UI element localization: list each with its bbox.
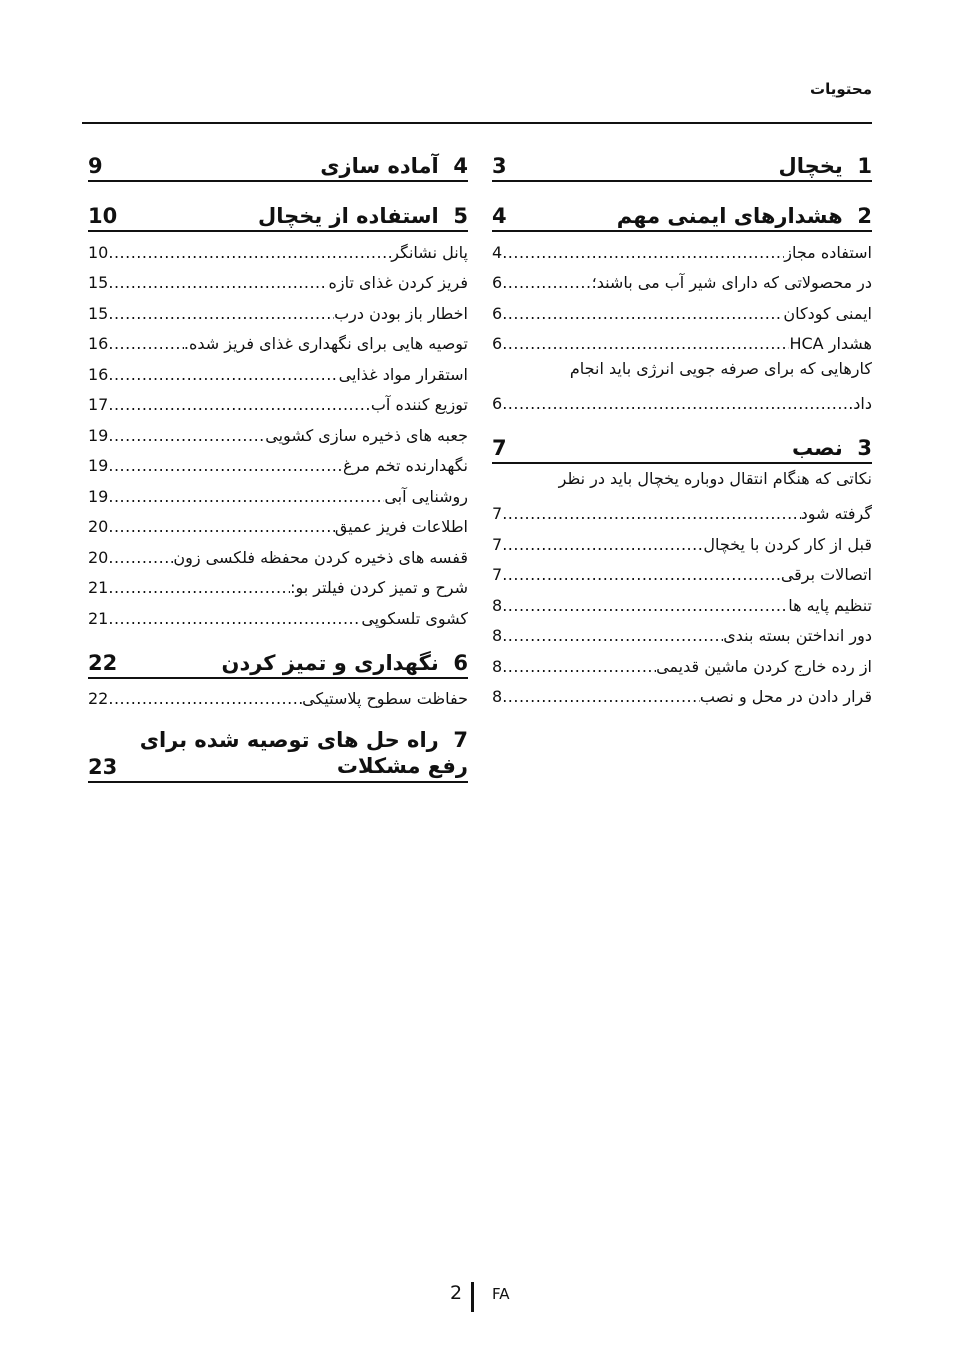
section-title-text: هشدارهای ایمنی مهم: [616, 204, 843, 228]
section-number: 6: [453, 650, 468, 675]
entry-text: در محصولاتی که دارای شیر آب می باشند؛: [591, 273, 872, 292]
toc-entry[interactable]: [88, 385, 468, 416]
toc-section-heading[interactable]: [492, 196, 872, 232]
entry-text: اطلاعات فریز عمیق: [334, 517, 468, 536]
section-title-text: آماده سازی: [320, 154, 439, 178]
section-page-number: 9: [88, 154, 103, 178]
toc-section-heading[interactable]: [88, 196, 468, 232]
section-spacer: [88, 783, 468, 791]
entry-page-number: 8: [492, 595, 503, 615]
toc-section-heading[interactable]: [88, 723, 468, 783]
entry-text: اتصالات برقی: [780, 565, 872, 584]
toc-entry[interactable]: [492, 232, 872, 263]
entry-text: توصیه هایی برای نگهداری غذای فریز شده.: [183, 334, 468, 353]
entry-text: گرفته شود: [800, 504, 872, 523]
dot-leader: [108, 487, 384, 507]
section-page-number: 23: [88, 755, 118, 779]
toc-entry[interactable]: [88, 568, 468, 599]
entry-page-number: 22: [88, 689, 109, 708]
toc-entry[interactable]: [492, 293, 872, 324]
entry-page-number: 4: [492, 242, 503, 262]
section-spacer: [88, 182, 468, 190]
page-footer: [0, 1282, 954, 1312]
section-number: 2: [857, 204, 872, 228]
toc-entry[interactable]: [492, 464, 872, 524]
entry-text-line1: نکاتی که هنگام انتقال دوباره یخچال باید در نظر: [558, 469, 872, 488]
entry-page-number: 21: [88, 608, 109, 628]
dot-leader: [108, 243, 391, 263]
entry-page-number: 6: [492, 334, 503, 353]
entry-page-number: 10: [88, 242, 109, 262]
toc-section-heading[interactable]: [88, 146, 468, 182]
entry-text: استقرار مواد غذایی: [338, 364, 468, 384]
dot-leader: [108, 578, 290, 598]
entry-text: قبل از کار کردن با یخچال: [703, 534, 872, 554]
section-number: 5: [453, 204, 468, 228]
entry-text: از رده خارج کردن ماشین قدیمی: [656, 656, 872, 676]
toc-entry[interactable]: [88, 476, 468, 507]
dot-leader: [502, 273, 591, 293]
dot-leader: [502, 626, 723, 646]
toc-entry[interactable]: [88, 293, 468, 324]
section-title-text: یخچال: [778, 154, 843, 178]
header-title: محتویات: [810, 80, 872, 98]
entry-text: استفاده مجاز: [784, 242, 872, 262]
toc-entry[interactable]: [492, 555, 872, 586]
dot-leader: [108, 517, 335, 537]
entry-page-number: 6: [492, 394, 503, 413]
entry-text: قرار دادن در محل و نصب: [699, 687, 872, 706]
dot-leader: [502, 657, 656, 677]
dot-leader: [108, 689, 302, 709]
section-number: 4: [453, 154, 468, 178]
toc-entry[interactable]: [88, 263, 468, 294]
toc-entry[interactable]: [492, 677, 872, 708]
entry-line2: [492, 384, 872, 414]
entry-text: روشنایی آبی: [384, 486, 468, 506]
dot-leader: [108, 548, 173, 568]
entry-page-number: 20: [88, 517, 109, 536]
entry-page-number: 8: [492, 687, 503, 706]
toc-entry[interactable]: [88, 598, 468, 629]
section-title: [792, 436, 872, 460]
entry-page-number: 19: [88, 456, 109, 475]
toc-entry[interactable]: [492, 585, 872, 616]
entry-page-number: 7: [492, 504, 503, 523]
section-number: 7: [453, 728, 468, 752]
toc-column-left: [88, 140, 468, 791]
dot-leader: [108, 456, 343, 476]
footer-divider: [471, 1282, 474, 1312]
dot-leader: [502, 535, 703, 555]
section-page-number: 10: [88, 204, 118, 228]
section-page-number: 3: [492, 154, 507, 178]
entry-page-number: 6: [492, 273, 503, 292]
entry-text: هشدار HCA: [789, 334, 872, 353]
section-title: [258, 204, 468, 228]
dot-leader: [502, 334, 789, 354]
entry-page-number: 17: [88, 395, 109, 414]
entry-text: کشوی تلسکوپی: [361, 608, 468, 628]
dot-leader: [108, 365, 338, 385]
entry-text: اخطار باز بودن درب: [334, 303, 468, 323]
entry-text: ایمنی کودکان: [783, 303, 872, 323]
entry-page-number: 15: [88, 303, 109, 323]
dot-leader: [502, 504, 800, 524]
section-number: 3: [857, 436, 872, 460]
dot-leader: [108, 273, 328, 293]
section-page-number: 7: [492, 436, 507, 460]
entry-page-number: 20: [88, 547, 109, 567]
toc-entry[interactable]: [88, 507, 468, 538]
header-rule: [82, 122, 872, 124]
entry-text: حفاظت سطوح پلاستیکی: [302, 689, 468, 708]
entry-text: جعبه های ذخیره سازی کشویی: [265, 425, 468, 445]
section-title: [222, 651, 468, 675]
section-title: [617, 204, 872, 228]
toc-entry[interactable]: [88, 354, 468, 385]
toc-entry[interactable]: [492, 524, 872, 555]
section-spacer: [492, 707, 872, 715]
section-title: [778, 154, 872, 178]
toc-section-heading[interactable]: [492, 146, 872, 182]
entry-line2: [492, 494, 872, 524]
toc-entry[interactable]: [492, 616, 872, 647]
section-title-text: نگهداری و تمیز کردن: [221, 650, 439, 675]
entry-page-number: 16: [88, 334, 109, 353]
dot-leader: [108, 395, 370, 415]
toc-entry[interactable]: [88, 415, 468, 446]
toc-column-right: [492, 140, 872, 715]
toc-entry[interactable]: [88, 679, 468, 710]
section-page-number: 22: [88, 650, 118, 675]
section-title-text: راه حل های توصیه شده برای رفع مشکلات: [139, 728, 468, 778]
toc-entry[interactable]: [492, 354, 872, 414]
section-title-text: استفاده از یخچال: [257, 204, 439, 228]
section-page-number: 4: [492, 204, 507, 228]
section-number: 1: [857, 154, 872, 178]
dot-leader: [502, 687, 700, 707]
entry-text: پانل نشانگر: [391, 242, 468, 262]
toc-entry[interactable]: [88, 446, 468, 477]
entry-text: قفسه های ذخیره کردن محفظه فلکسی زون: [173, 547, 468, 567]
entry-page-number: 15: [88, 273, 109, 292]
entry-text: فریز کردن غذای تازه: [328, 273, 468, 292]
section-spacer: [88, 629, 468, 637]
toc-entry[interactable]: [492, 263, 872, 294]
toc-section-heading[interactable]: [88, 643, 468, 679]
toc-entry[interactable]: [492, 646, 872, 677]
section-spacer: [492, 414, 872, 422]
entry-text: شرح و تمیز کردن فیلتر بو:: [290, 578, 468, 597]
entry-text: دور انداختن بسته بندی: [723, 626, 872, 645]
toc-section-heading[interactable]: [492, 428, 872, 464]
entry-page-number: 6: [492, 303, 503, 323]
entry-text: تنظیم پایه ها: [788, 595, 872, 615]
section-title: [320, 154, 468, 178]
entry-page-number: 8: [492, 626, 503, 645]
section-title-text: نصب: [791, 436, 843, 460]
toc-entry[interactable]: [492, 324, 872, 355]
dot-leader: [502, 596, 788, 616]
dot-leader: [502, 394, 848, 414]
toc-entry[interactable]: [88, 537, 468, 568]
section-title: [128, 727, 468, 779]
dot-leader: [108, 609, 361, 629]
entry-page-number: 7: [492, 534, 503, 554]
dot-leader: [108, 426, 265, 446]
entry-page-number: 21: [88, 578, 109, 597]
entry-text: توزیع کننده آب: [370, 395, 468, 414]
toc-entry[interactable]: [88, 232, 468, 263]
entry-page-number: 19: [88, 486, 109, 506]
toc-entry[interactable]: [88, 324, 468, 355]
page-number: 2: [450, 1282, 463, 1304]
entry-page-number: 16: [88, 364, 109, 384]
dot-leader: [502, 243, 784, 263]
dot-leader: [502, 304, 783, 324]
language-code: FA: [492, 1285, 510, 1303]
section-spacer: [88, 709, 468, 717]
entry-text-line1: کارهایی که برای صرفه جویی انرژی باید انجام: [569, 359, 872, 378]
section-spacer: [492, 182, 872, 190]
dot-leader: [108, 304, 334, 324]
entry-text: نگهدارنده تخم مرغ: [342, 456, 468, 475]
dot-leader: [108, 334, 184, 354]
entry-page-number: 19: [88, 425, 109, 445]
entry-page-number: 7: [492, 565, 503, 584]
entry-text: داد.: [848, 394, 872, 413]
entry-page-number: 8: [492, 656, 503, 676]
dot-leader: [502, 565, 781, 585]
